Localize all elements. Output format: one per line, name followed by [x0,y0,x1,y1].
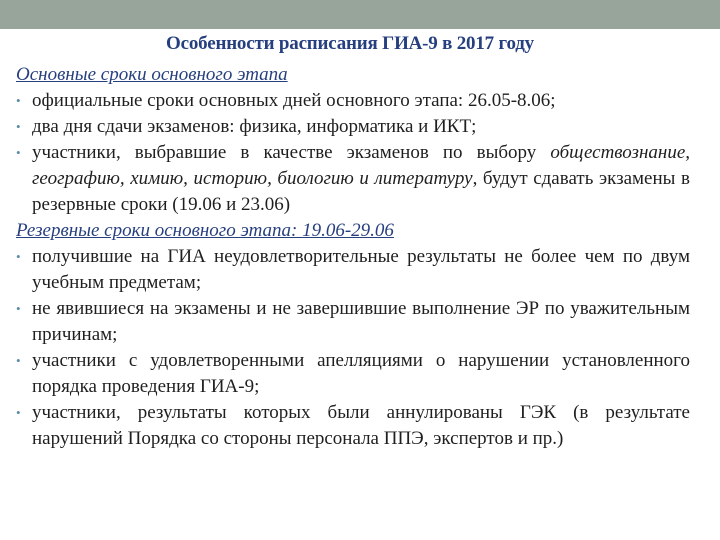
bullet-text: получившие на ГИА неудовлетворительные результаты не более чем по двум учебным предметам; [32,246,690,293]
bullet-text: не явившиеся на экзамены и не завершившие выполнение ЭР по уважительным причинам; [32,298,690,345]
bullet-marker: • [16,93,21,108]
bullet-text-lead: участники, выбравшие в качестве экзаменов по выбору [32,142,551,163]
bullet-marker: • [16,145,21,160]
bullet-marker: • [16,353,21,368]
bullet-text-tail: , будут сдавать экзамены в резервные сроки (19.06 и 23.06) [32,168,690,215]
reserve-stage-heading: Резервные сроки основного этапа: 19.06-29.06 [16,220,394,241]
top-decorative-band [0,0,720,29]
main-stage-list [16,88,690,218]
reserve-stage-list [16,244,690,452]
bullet-marker: • [16,301,21,316]
list-item [16,348,690,400]
subjects-list: обществознание, географию, химию, историю, биологию и литературу [32,142,690,189]
list-item [16,88,690,114]
list-item [16,244,690,296]
list-item [16,114,690,140]
slide-title: Особенности расписания ГИА-9 в 2017 году [166,33,534,54]
list-item [16,296,690,348]
main-stage-heading: Основные сроки основного этапа [16,64,288,85]
bullet-marker: • [16,405,21,420]
list-item [16,400,690,452]
slide-content [16,62,690,452]
list-item [16,140,690,218]
bullet-text: участники с удовлетворенными апелляциями о нарушении установленного порядка проведения ГИА-9; [32,350,690,397]
bullet-text: официальные сроки основных дней основного этапа: 26.05-8.06; [32,90,556,111]
bullet-marker: • [16,249,21,264]
bullet-text: участники, результаты которых были аннулированы ГЭК (в результате нарушений Порядка со стороны персонала ППЭ, экспертов и пр.) [32,402,690,449]
bullet-text: два дня сдачи экзаменов: физика, информатика и ИКТ; [32,116,477,137]
bullet-marker: • [16,119,21,134]
